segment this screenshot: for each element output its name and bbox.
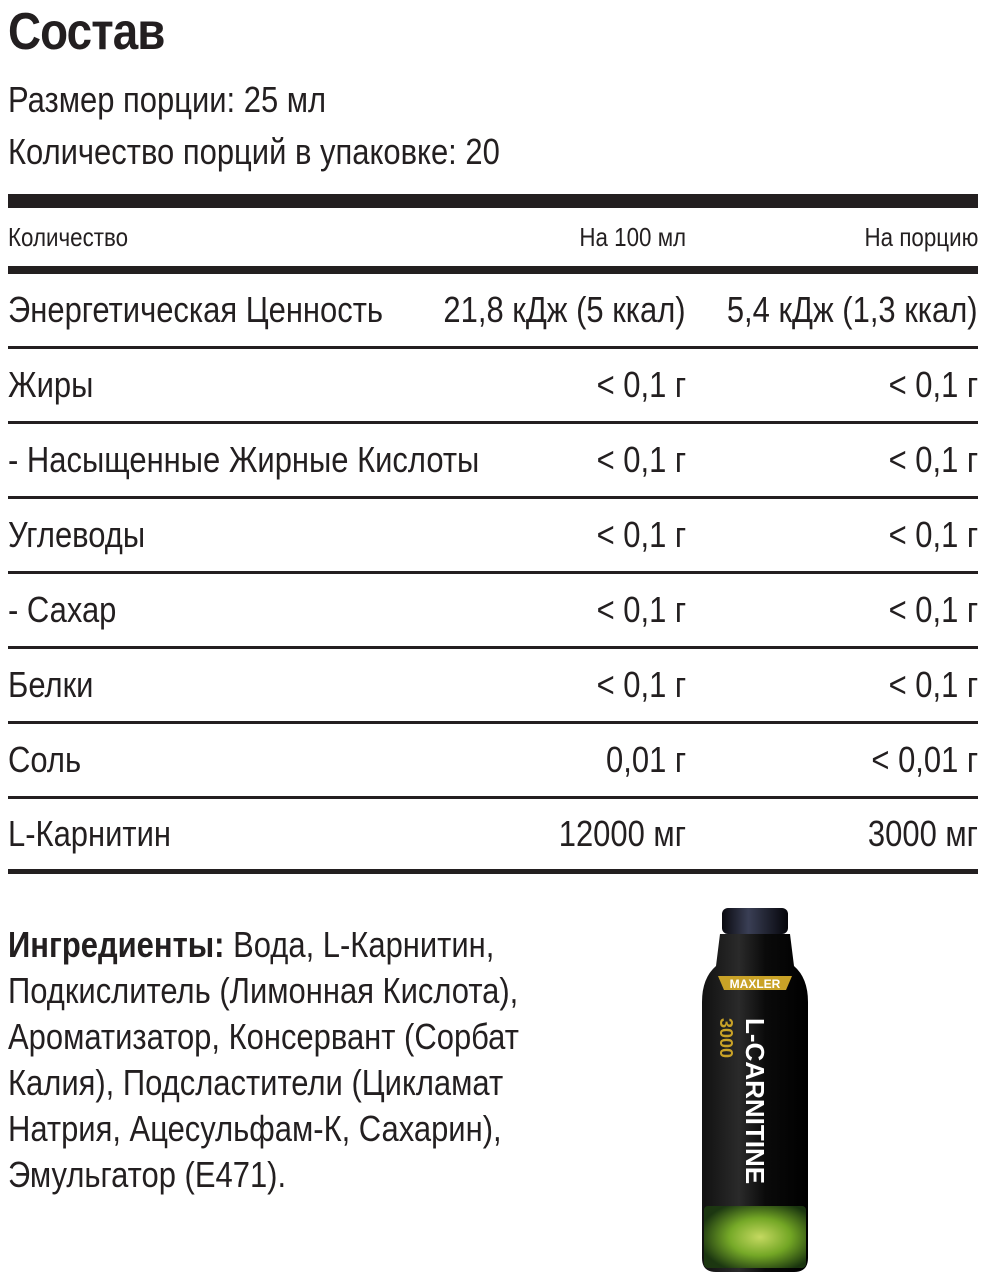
serving-size: Размер порции: 25 мл [8, 79, 327, 120]
header-per-serving: На порцию [864, 221, 978, 252]
row-name: - Насыщенные Жирные Кислоты [8, 439, 480, 480]
row-name: Белки [8, 664, 94, 705]
row-per-100ml: 0,01 г [605, 739, 686, 780]
row-per-serving: < 0,1 г [888, 589, 978, 630]
row-name: L-Карнитин [8, 813, 171, 854]
table-row [8, 799, 978, 874]
row-per-serving: < 0,01 г [871, 739, 978, 780]
row-name: Углеводы [8, 514, 146, 555]
row-per-100ml: < 0,1 г [596, 514, 686, 555]
row-per-100ml: < 0,1 г [596, 664, 686, 705]
table-header [8, 208, 978, 266]
table-row [8, 649, 978, 724]
table-row [8, 499, 978, 574]
brand-logo-text: MAXLER [729, 977, 781, 991]
table-header-rule [8, 266, 978, 274]
nutrition-table [8, 194, 978, 874]
row-per-100ml: 21,8 кДж (5 ккал) [443, 289, 686, 330]
row-per-serving: < 0,1 г [888, 439, 978, 480]
row-name: - Сахар [8, 589, 117, 630]
ingredients-block [8, 922, 618, 1198]
table-row [8, 424, 978, 499]
product-name-text: L-CARNITINE [740, 1018, 770, 1185]
header-per-100ml: На 100 мл [579, 221, 686, 252]
row-name: Соль [8, 739, 82, 780]
product-bottle-image [690, 906, 820, 1276]
row-per-serving: < 0,1 г [888, 364, 978, 405]
bottle-splash [704, 1206, 806, 1268]
ingredients-text: Вода, L-Карнитин, Подкислитель (Лимонная Кислота), Ароматизатор, Консервант (Сорбат Калия), Подсластители (Цикламат Натрия, Ацесульфам-К, Сахарин), Эмульгатор (E471). [8, 924, 519, 1195]
row-per-serving: 5,4 кДж (1,3 ккал) [727, 289, 978, 330]
header-quantity: Количество [8, 221, 129, 252]
row-per-100ml: < 0,1 г [596, 439, 686, 480]
servings-per-pack: Количество порций в упаковке: 20 [8, 131, 500, 172]
table-top-rule [8, 194, 978, 208]
bottle-illustration [690, 906, 820, 1276]
product-dose-text: 3000 [716, 1018, 736, 1059]
row-name: Жиры [8, 364, 94, 405]
row-per-serving: < 0,1 г [888, 514, 978, 555]
row-per-serving: 3000 мг [867, 813, 978, 854]
row-per-100ml: < 0,1 г [596, 589, 686, 630]
page-title: Состав [8, 3, 165, 61]
row-per-100ml: < 0,1 г [596, 364, 686, 405]
row-name: Энергетическая Ценность [8, 289, 384, 330]
row-per-100ml: 12000 мг [558, 813, 686, 854]
table-row [8, 349, 978, 424]
ingredients-label: Ингредиенты: [8, 924, 225, 965]
table-row [8, 724, 978, 799]
table-row [8, 574, 978, 649]
table-row [8, 274, 978, 349]
row-per-serving: < 0,1 г [888, 664, 978, 705]
bottle-cap [722, 908, 788, 934]
